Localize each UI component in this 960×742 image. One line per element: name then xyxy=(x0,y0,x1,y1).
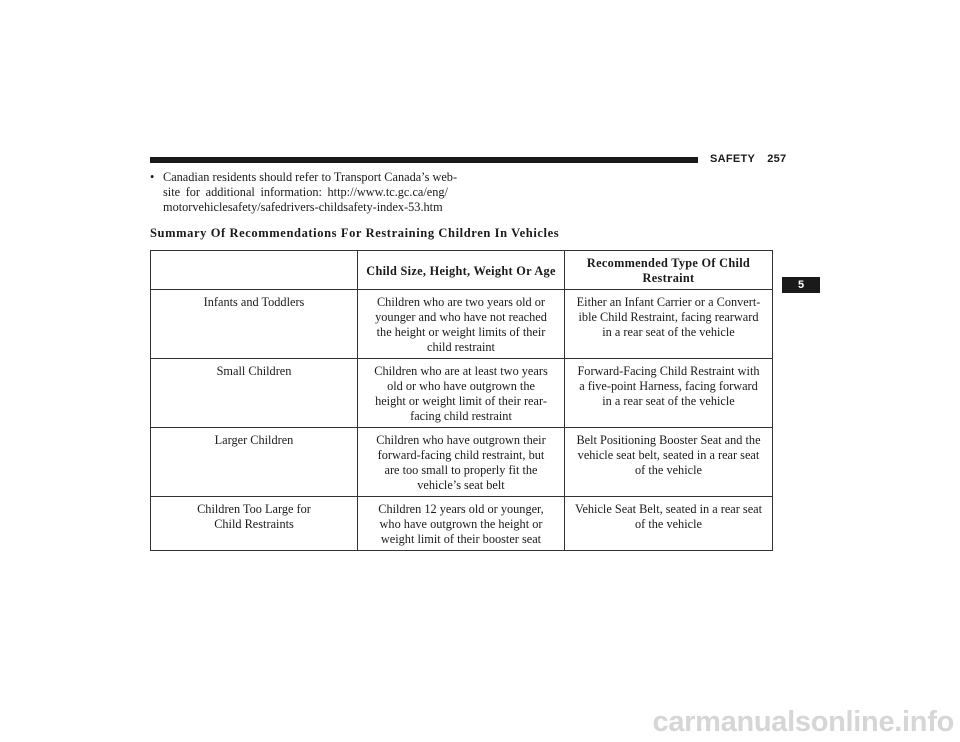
cell-line: Vehicle Seat Belt, seated in a rear seat xyxy=(574,502,763,516)
cell-line: Children who are at least two years xyxy=(374,364,548,378)
cell-line: forward-facing child restraint, but xyxy=(377,448,545,462)
cell-line: Child Size, Height, Weight Or Age xyxy=(366,263,556,278)
running-header xyxy=(710,153,786,165)
cell-line: are too small to properly fit the xyxy=(384,463,538,477)
table-cell xyxy=(358,428,565,497)
cell-line: facing child restraint xyxy=(410,409,512,423)
cell-line: Larger Children xyxy=(214,433,294,447)
cell-line: Children who are two years old or xyxy=(376,295,545,309)
bullet-line-3: motorvehiclesafety/safedrivers-childsafety-index-53.htm xyxy=(163,200,443,214)
cell-line: Children who have outgrown their xyxy=(376,433,546,447)
cell-line: Small Children xyxy=(216,364,292,378)
table-cell xyxy=(565,497,773,551)
bullet-word: site xyxy=(163,185,181,199)
cell-line: the height or weight limits of their xyxy=(376,325,546,339)
table-cell xyxy=(358,359,565,428)
table-row xyxy=(151,359,773,428)
cell-line: of the vehicle xyxy=(635,517,702,531)
cell-line: Infants and Toddlers xyxy=(203,295,305,309)
table-row xyxy=(151,497,773,551)
bullet-word: information: xyxy=(260,185,322,199)
cell-line: Recommended Type Of Child xyxy=(586,256,751,270)
cell-line: Either an Infant Carrier or a Convert- xyxy=(576,295,761,309)
cell-line: child restraint xyxy=(427,340,495,354)
table-cell xyxy=(358,497,565,551)
table-row xyxy=(151,428,773,497)
chapter-tab: 5 xyxy=(782,277,820,293)
cell-line: vehicle’s seat belt xyxy=(417,478,505,492)
table-cell xyxy=(565,290,773,359)
cell-line: vehicle seat belt, seated in a rear seat xyxy=(577,448,760,462)
table-cell xyxy=(358,290,565,359)
cell-line: Belt Positioning Booster Seat and the xyxy=(576,433,761,447)
recommendations-table xyxy=(150,250,773,551)
cell-line: Child Restraints xyxy=(214,517,294,531)
bullet-dot: • xyxy=(150,170,155,184)
table-cell xyxy=(151,497,358,551)
cell-line: in a rear seat of the vehicle xyxy=(602,394,735,408)
bullet-link: http://www.tc.gc.ca/eng/ xyxy=(327,185,448,199)
table-cell xyxy=(151,359,358,428)
bullet-line-2 xyxy=(150,185,448,200)
bullet-word: additional xyxy=(205,185,255,199)
bullet-item xyxy=(150,170,460,215)
section-name: SAFETY xyxy=(710,153,756,165)
table-cell xyxy=(565,428,773,497)
cell-line: younger and who have not reached xyxy=(375,310,547,324)
cell-line: old or who have outgrown the xyxy=(387,379,535,393)
cell-line: Forward-Facing Child Restraint with xyxy=(577,364,760,378)
cell-line: a five-point Harness, facing forward xyxy=(579,379,758,393)
cell-line: height or weight limit of their rear- xyxy=(375,394,547,408)
cell-line: Children 12 years old or younger, xyxy=(378,502,544,516)
cell-line: Children Too Large for xyxy=(197,502,311,516)
cell-line: weight limit of their booster seat xyxy=(380,532,542,546)
section-title: Summary Of Recommendations For Restraining Children In Vehicles xyxy=(150,226,560,240)
cell-line: Restraint xyxy=(642,271,695,285)
cell-line: who have outgrown the height or xyxy=(379,517,543,531)
table-row xyxy=(151,290,773,359)
table-header-row xyxy=(151,251,773,290)
table-cell xyxy=(565,359,773,428)
table-cell xyxy=(151,290,358,359)
header-cell-restraint xyxy=(565,251,773,290)
page-number: 257 xyxy=(767,153,787,165)
watermark-text: carmanualsonline.info xyxy=(652,706,954,738)
cell-line: in a rear seat of the vehicle xyxy=(602,325,735,339)
header-rule xyxy=(150,157,698,163)
table-cell xyxy=(151,428,358,497)
header-cell-category xyxy=(151,251,358,290)
cell-line: ible Child Restraint, facing rearward xyxy=(578,310,759,324)
cell-line: of the vehicle xyxy=(635,463,702,477)
header-cell-size xyxy=(358,251,565,290)
bullet-line-1: Canadian residents should refer to Transport Canada’s web- xyxy=(163,170,458,184)
bullet-word: for xyxy=(185,185,201,199)
